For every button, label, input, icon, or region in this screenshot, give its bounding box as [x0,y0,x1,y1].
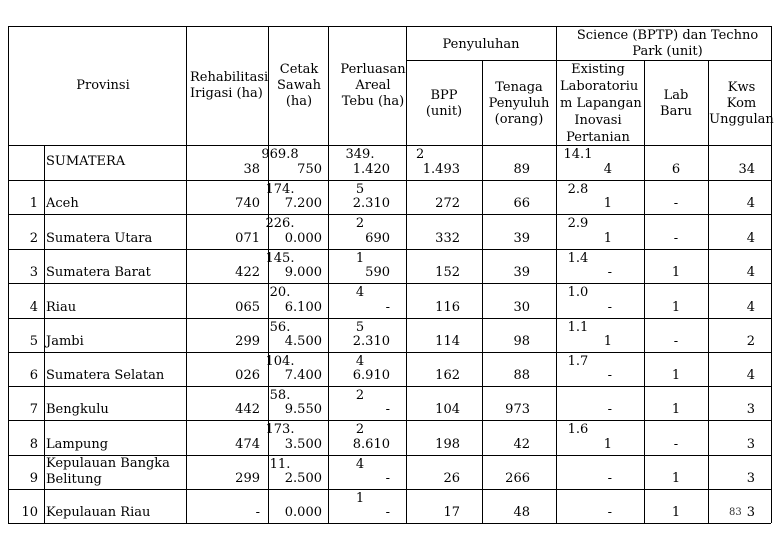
cell-lab: - [673,196,679,211]
cell-cetak-top: 173. [265,422,295,437]
cell-perluasan: 2.310 [352,334,390,349]
cell-bpp: 1.493 [422,162,460,177]
cell-existing-top: 2.9 [567,216,589,231]
cell-existing: - [607,402,612,417]
row-number: 7 [29,402,38,417]
cell-perluasan-top: 2 [355,422,365,437]
cell-bpp: 26 [443,471,460,486]
cell-rehabilitasi: 740 [235,196,260,211]
cell-bpp: 162 [435,368,460,383]
header-perluasan: Tebu (ha) [341,94,405,109]
row-divider [8,352,771,353]
header-penyuluhan: Penyuluhan [442,37,520,52]
cell-bpp: 17 [443,505,460,520]
cell-existing: - [607,265,612,280]
cell-tenaga: 266 [505,471,530,486]
row-number: 8 [29,437,38,452]
cell-perluasan: 2.310 [352,196,390,211]
cell-tenaga: 39 [513,265,530,280]
cell-perluasan: - [385,300,390,315]
cell-existing-top: 1.0 [567,285,589,300]
cell-perluasan-top: 1 [355,491,365,506]
cell-existing: - [607,471,612,486]
cell-perluasan: - [385,402,390,417]
cell-cetak-top: 58. [269,388,291,403]
cell-kws: 3 [746,437,755,452]
table-top-border [8,26,771,27]
cell-kws: 4 [746,368,755,383]
row-divider [8,489,771,490]
cell-kws: 3 [746,505,755,520]
row-divider [8,318,771,319]
cell-tenaga: 42 [513,437,530,452]
cell-cetak-top: 20. [269,285,291,300]
header-existing: Pertanian [566,130,630,145]
header-bpp: BPP [430,88,458,103]
cell-perluasan: - [385,471,390,486]
cell-rehabilitasi: 071 [235,231,260,246]
cell-bpp: 104 [435,402,460,417]
col-border-kws [708,60,709,523]
row-province: Riau [46,300,77,315]
cell-kws: 4 [746,196,755,211]
row-divider [8,386,771,387]
header-cetak: Cetak [279,62,319,77]
cell-rehabilitasi: - [255,505,260,520]
row-divider [8,420,771,421]
cell-lab: - [673,231,679,246]
cell-cetak: 7.400 [284,368,322,383]
cell-bpp: 272 [435,196,460,211]
cell-lab: 1 [671,300,681,315]
cell-cetak: 6.100 [284,300,322,315]
cell-perluasan-top: 4 [355,457,365,472]
header-perluasan: Perluasan [340,62,406,77]
cell-tenaga: 66 [513,196,530,211]
cell-lab: 1 [671,505,681,520]
row-province: Aceh [46,196,79,211]
cell-lab: 1 [671,471,681,486]
cell-existing: 4 [603,162,612,177]
cell-existing-top: 1.7 [567,354,589,369]
col-border-tenaga [482,60,483,523]
header-rehabilitasi: Rehabilitasi [190,70,269,85]
row-province: Lampung [46,437,109,452]
row-province: Bengkulu [46,402,109,417]
page-number: 83 [729,507,742,518]
header-existing: m Lapangan [560,96,642,111]
cell-existing-top: 1.6 [567,422,589,437]
cell-cetak: 4.500 [284,334,322,349]
cell-kws: 34 [738,162,755,177]
cell-tenaga: 98 [513,334,530,349]
cell-perluasan: 690 [365,231,390,246]
header-kws: Unggulan [709,112,774,127]
header-provinsi: Provinsi [76,78,130,93]
header-lab: Lab [663,88,689,103]
cell-tenaga: 30 [513,300,530,315]
cell-lab: - [673,334,679,349]
row-province: Jambi [46,334,84,349]
cell-rehabilitasi: 299 [235,334,260,349]
header-kws: Kws [727,80,756,95]
cell-rehabilitasi: 065 [235,300,260,315]
cell-cetak: 0.000 [284,505,322,520]
cell-perluasan-top: 2 [355,216,365,231]
header-existing: Laboratoriu [560,79,639,94]
cell-bpp: 116 [435,300,460,315]
row-province: Sumatera Utara [46,231,153,246]
row-number: 6 [29,368,38,383]
cell-perluasan: - [385,505,390,520]
cell-perluasan: 590 [365,265,390,280]
cell-rehabilitasi: 299 [235,471,260,486]
row-divider [8,249,771,250]
row-number: 4 [29,300,38,315]
cell-lab: - [673,437,679,452]
row-province: Sumatera Selatan [46,368,165,383]
row-province: Belitung [46,472,102,487]
cell-tenaga: 88 [513,368,530,383]
cell-cetak-top: 11. [269,457,291,472]
cell-cetak-top: 145. [265,251,295,266]
cell-existing: 1 [603,437,612,452]
row-number: 1 [29,196,38,211]
cell-bpp: 152 [435,265,460,280]
cell-kws: 3 [746,471,755,486]
cell-existing-top: 14.1 [563,147,593,162]
cell-cetak-top: 56. [269,320,291,335]
cell-cetak: 2.500 [284,471,322,486]
cell-cetak: 0.000 [284,231,322,246]
header-science: Science (BPTP) dan Techno [576,28,759,43]
cell-perluasan-top: 2 [355,388,365,403]
col-border-lab [644,60,645,523]
row-divider [8,180,771,181]
cell-existing-top: 1.1 [567,320,589,335]
cell-existing-top: 2.8 [567,182,589,197]
cell-existing: 1 [603,231,612,246]
cell-bpp: 332 [435,231,460,246]
header-bottom-border [8,145,771,146]
cell-existing: 1 [603,334,612,349]
cell-cetak: 9.000 [284,265,322,280]
row-divider [8,214,771,215]
cell-existing: - [607,505,612,520]
cell-rehabilitasi: 026 [235,368,260,383]
header-kws: Kom [726,96,757,111]
row-number: 10 [21,505,38,520]
cell-lab: 1 [671,368,681,383]
cell-existing: - [607,368,612,383]
cell-kws: 4 [746,300,755,315]
cell-perluasan-top: 349. [345,147,375,162]
cell-rehabilitasi: 442 [235,402,260,417]
cell-bpp: 198 [435,437,460,452]
cell-kws: 3 [746,402,755,417]
cell-cetak-top: 226. [265,216,295,231]
cell-tenaga: 89 [513,162,530,177]
header-bpp: (unit) [425,104,463,119]
cell-bpp: 114 [435,334,460,349]
cell-perluasan-top: 5 [355,182,365,197]
cell-cetak: 7.200 [284,196,322,211]
cell-cetak-top: 969.8 [261,147,299,162]
cell-existing-top: 1.4 [567,251,589,266]
cell-rehabilitasi: 474 [235,437,260,452]
cell-perluasan-top: 1 [355,251,365,266]
cell-tenaga: 39 [513,231,530,246]
cell-cetak-top: 104. [265,354,295,369]
cell-perluasan-top: 4 [355,285,365,300]
cell-bpp-top: 2 [416,147,425,162]
row-number: 3 [29,265,38,280]
cell-rehabilitasi: 422 [235,265,260,280]
header-rehabilitasi: Irigasi (ha) [190,86,263,101]
row-province: Sumatera Barat [46,265,151,280]
cell-existing: - [607,300,612,315]
header-existing: Existing [571,62,625,77]
cell-cetak: 750 [297,162,322,177]
penyuluhan-underline [406,60,556,61]
header-perluasan: Areal [355,78,391,93]
cell-kws: 4 [746,265,755,280]
cell-tenaga: 48 [513,505,530,520]
header-existing: Inovasi [574,113,622,128]
cell-cetak-top: 174. [265,182,295,197]
cell-cetak: 3.500 [284,437,322,452]
header-tenaga: Penyuluh [488,96,550,111]
row-province: Kepulauan Bangka [46,456,170,471]
cell-perluasan: 6.910 [352,368,390,383]
row-number: 5 [29,334,38,349]
cell-lab: 1 [671,265,681,280]
header-tenaga: (orang) [494,112,544,127]
cell-perluasan-top: 5 [355,320,365,335]
cell-perluasan: 8.610 [352,437,390,452]
row-province: SUMATERA [46,154,126,169]
row-divider [8,283,771,284]
header-science: Park (unit) [632,44,703,59]
header-cetak: Sawah [277,78,321,93]
cell-lab: 6 [671,162,681,177]
row-number: 9 [29,471,38,486]
row-number: 2 [29,231,38,246]
cell-kws: 4 [746,231,755,246]
cell-cetak: 9.550 [284,402,322,417]
science-underline [556,60,771,61]
cell-perluasan-top: 4 [355,354,365,369]
cell-rehabilitasi: 38 [243,162,260,177]
row-province: Kepulauan Riau [46,505,151,520]
cell-lab: 1 [671,402,681,417]
header-lab: Baru [660,104,692,119]
cell-kws: 2 [746,334,755,349]
cell-tenaga: 973 [505,402,530,417]
cell-perluasan: 1.420 [352,162,390,177]
header-tenaga: Tenaga [495,80,543,95]
col-border-no [44,145,45,523]
header-cetak: (ha) [285,94,313,109]
cell-existing: 1 [603,196,612,211]
table-bottom-border [8,523,771,524]
